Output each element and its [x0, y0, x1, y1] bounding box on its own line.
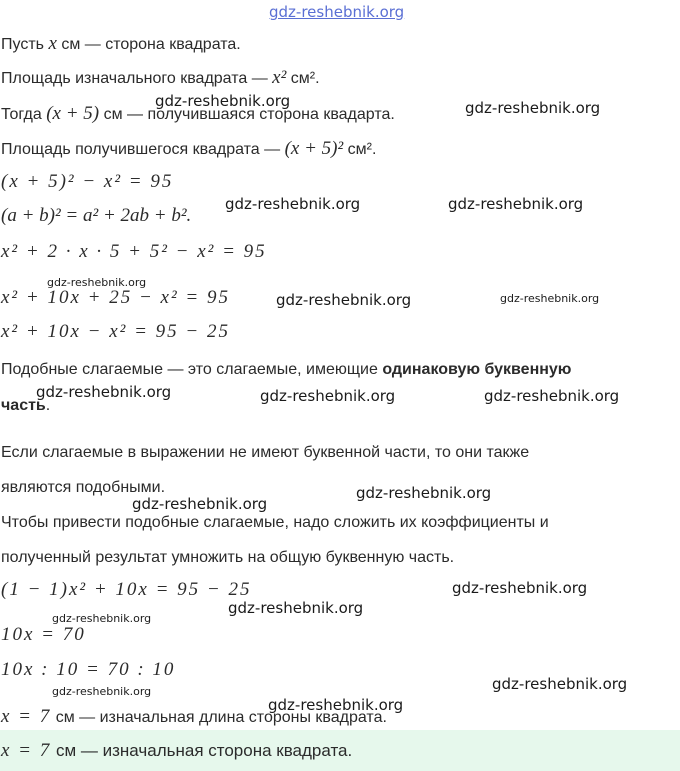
- watermark: gdz-reshebnik.org: [268, 696, 404, 714]
- equation-1: (x + 5)² − x² = 95: [1, 171, 174, 192]
- line-new-side: Тогда (x + 5) см — получившаяся сторона квадарта.: [1, 103, 395, 124]
- answer-line: x = 7 см — изначальная сторона квадрата.: [1, 740, 353, 761]
- paragraph-no-letter-1: Если слагаемые в выражении не имеют буквенной части, то они также: [1, 444, 530, 461]
- equation-3: x² + 10x + 25 − x² = 95: [1, 287, 230, 308]
- line-new-area: Площадь получившегося квадрата — (x + 5)² см².: [1, 138, 377, 159]
- line-initial-area: Площадь изначального квадрата — x² см².: [1, 67, 320, 88]
- paragraph-rule-2: полученный результат умножить на общую буквенную часть.: [1, 549, 455, 566]
- line-side: Пусть x см — сторона квадрата.: [1, 33, 241, 54]
- watermark: gdz-reshebnik.org: [225, 195, 361, 213]
- watermark: gdz-reshebnik.org: [484, 387, 620, 405]
- paragraph-like-terms-2: часть.: [1, 397, 51, 414]
- equation-5: (1 − 1)x² + 10x = 95 − 25: [1, 579, 252, 600]
- watermark: gdz-reshebnik.org: [500, 292, 600, 305]
- watermark: gdz-reshebnik.org: [452, 579, 588, 597]
- watermark: gdz-reshebnik.org: [492, 675, 628, 693]
- equation-6: 10x = 70: [1, 624, 86, 645]
- watermark: gdz-reshebnik.org: [448, 195, 584, 213]
- watermark: gdz-reshebnik.org: [356, 484, 492, 502]
- equation-4: x² + 10x − x² = 95 − 25: [1, 321, 230, 342]
- watermark: gdz-reshebnik.org: [155, 92, 291, 110]
- watermark: gdz-reshebnik.org: [52, 685, 152, 698]
- watermark: gdz-reshebnik.org: [276, 291, 412, 309]
- paragraph-rule-1: Чтобы привести подобные слагаемые, надо сложить их коэффициенты и: [1, 514, 549, 531]
- equation-2: x² + 2 · x · 5 + 5² − x² = 95: [1, 241, 267, 262]
- paragraph-like-terms-1: Подобные слагаемые — это слагаемые, имеющие одинаковую буквенную: [1, 361, 572, 378]
- watermark: gdz-reshebnik.org: [260, 387, 396, 405]
- equation-7: 10x : 10 = 70 : 10: [1, 659, 176, 680]
- watermark: gdz-reshebnik.org: [36, 383, 172, 401]
- watermark-top: gdz-reshebnik.org: [269, 3, 405, 21]
- watermark: gdz-reshebnik.org: [228, 599, 364, 617]
- paragraph-no-letter-2: являются подобными.: [1, 479, 166, 496]
- formula-square-of-sum: (a + b)² = a² + 2ab + b².: [1, 205, 192, 226]
- line-result: x = 7 см — изначальная длина стороны квадрата.: [1, 706, 387, 727]
- watermark: gdz-reshebnik.org: [52, 612, 152, 625]
- watermark: gdz-reshebnik.org: [47, 276, 147, 289]
- watermark: gdz-reshebnik.org: [132, 495, 268, 513]
- watermark: gdz-reshebnik.org: [465, 99, 601, 117]
